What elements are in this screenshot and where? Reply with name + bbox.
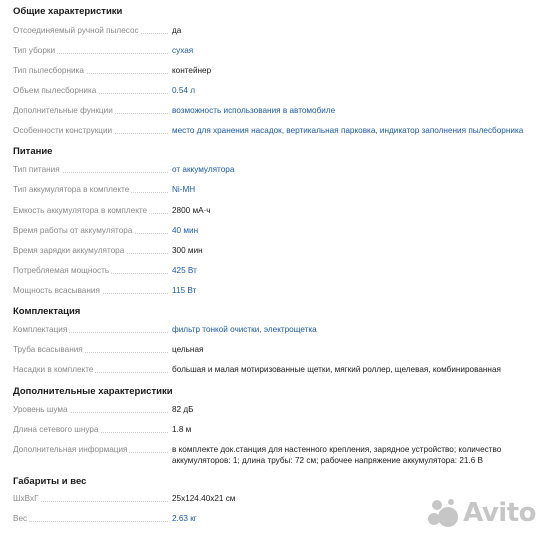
avito-logo-icon — [426, 498, 460, 528]
spec-label: Время зарядки аккумулятора — [13, 246, 125, 255]
section-title-dimensions: Габариты и вес — [13, 476, 87, 487]
section-title-additional: Дополнительные характеристики — [13, 386, 173, 397]
spec-label: Дополнительные функции — [13, 106, 113, 115]
spec-label: Дополнительная информация — [13, 445, 128, 454]
spec-value: 1.8 м — [172, 425, 192, 434]
spec-value: цельная — [172, 345, 204, 354]
spec-label: Объем пылесборника — [13, 86, 97, 95]
spec-label: Потребляемая мощность — [13, 266, 110, 275]
spec-value-link[interactable]: место для хранения насадок, вертикальная парковка, индикатор заполнения пылесборника — [172, 126, 524, 135]
spec-value-link[interactable]: от аккумулятора — [172, 165, 235, 174]
spec-label: Насадки в комплекте — [13, 365, 94, 374]
section-title-general: Общие характеристики — [13, 6, 123, 17]
spec-value-link[interactable]: 115 Вт — [172, 286, 197, 295]
spec-label: Время работы от аккумулятора — [13, 226, 133, 235]
spec-label: Емкость аккумулятора в комплекте — [13, 206, 148, 215]
spec-value-link[interactable]: возможность использования в автомобиле — [172, 106, 336, 115]
spec-label: Тип аккумулятора в комплекте — [13, 185, 130, 194]
spec-value-link[interactable]: 40 мин — [172, 226, 199, 235]
spec-value-link[interactable]: Ni-MH — [172, 185, 196, 194]
spec-label: Уровень шума — [13, 405, 68, 414]
spec-value: 25x124.40x21 см — [172, 494, 236, 503]
spec-label: Вес — [13, 514, 28, 523]
spec-label: Комплектация — [13, 325, 68, 334]
spec-value: 2800 мА·ч — [172, 206, 211, 215]
spec-value: 82 дБ — [172, 405, 194, 414]
spec-value-link[interactable]: фильтр тонкой очистки, электрощетка — [172, 325, 317, 334]
spec-label: Тип уборки — [13, 46, 56, 55]
spec-label: Длина сетевого шнура — [13, 425, 99, 434]
spec-label: Труба всасывания — [13, 345, 83, 354]
spec-value: 300 мин — [172, 246, 203, 255]
spec-label: Тип питания — [13, 165, 60, 174]
spec-value: контейнер — [172, 66, 212, 75]
spec-value-link[interactable]: 425 Вт — [172, 266, 197, 275]
watermark-text: Avito — [463, 498, 536, 528]
watermark — [426, 498, 536, 528]
section-title-power: Питание — [13, 146, 53, 157]
spec-label: Мощность всасывания — [13, 286, 100, 295]
spec-label: Отсоединяемый ручной пылесос — [13, 26, 139, 35]
spec-value-multiline — [172, 444, 542, 466]
spec-value-link[interactable]: сухая — [172, 46, 194, 55]
spec-value-line: в комплекте док.станция для настенного крепления, зарядное устройство; количество — [172, 445, 502, 454]
spec-value-line: аккумуляторов: 1; длина трубы: 72 см; рабочее напряжение аккумулятора: 21.6 В — [172, 456, 484, 465]
spec-value: да — [172, 26, 182, 35]
spec-value-link[interactable]: 0.54 л — [172, 86, 195, 95]
section-title-equipment: Комплектация — [13, 306, 81, 317]
spec-value-link[interactable]: 2.63 кг — [172, 514, 197, 523]
spec-label: Особенности конструкции — [13, 126, 113, 135]
spec-label: Тип пылесборника — [13, 66, 84, 75]
spec-label: ШxВxГ — [13, 494, 39, 503]
spec-value: большая и малая мотиризованные щетки, мягкий роллер, щелевая, комбинированная — [172, 365, 501, 374]
